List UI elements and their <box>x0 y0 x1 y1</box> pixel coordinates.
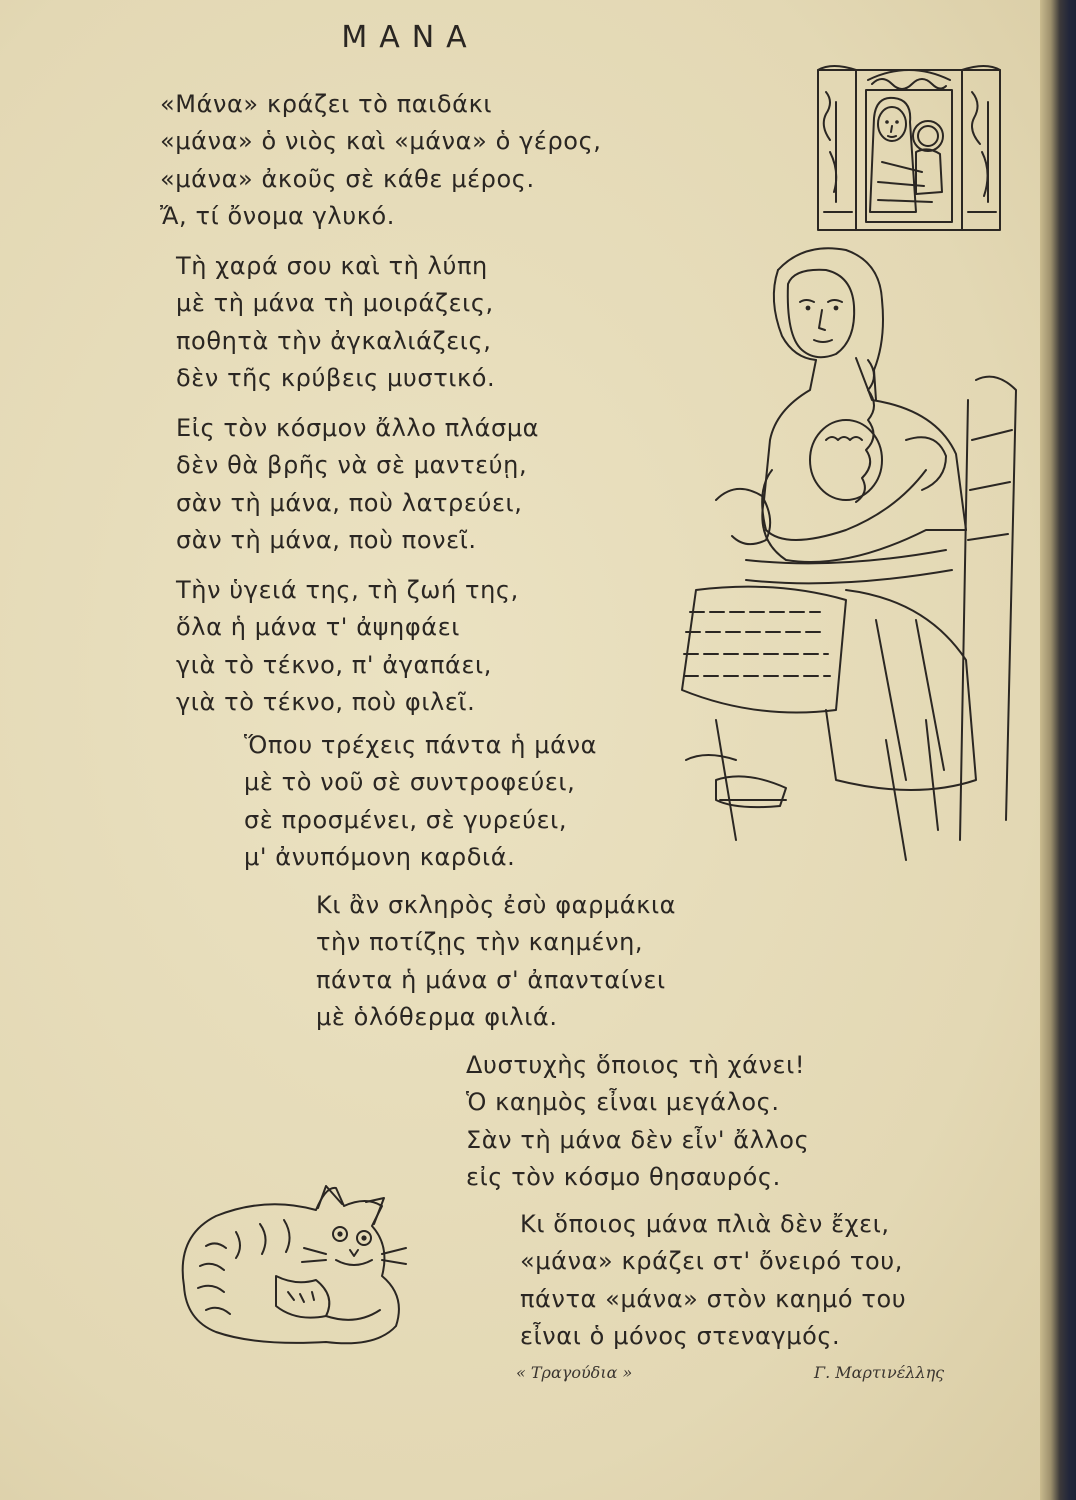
stanza-6 <box>316 887 676 1037</box>
stanza-line: πάντα ἡ μάνα σ' ἀπανταίνει <box>316 965 666 994</box>
stanza-line: πάντα «μάνα» στὸν καημό του <box>520 1284 907 1313</box>
stanza-line: ποθητὰ τὴν ἀγκαλιάζεις, <box>176 326 492 355</box>
stanza-line: «μάνα» κράζει στ' ὄνειρό του, <box>520 1247 903 1276</box>
stanza-line: γιὰ τὸ τέκνο, π' ἀγαπάει, <box>176 650 492 679</box>
stanza-line: «μάνα» ἀκοῦς σὲ κάθε μέρος. <box>160 164 535 193</box>
stanza-7 <box>466 1047 809 1197</box>
stanza-line: μ' ἀνυπόμονη καρδιά. <box>244 843 516 872</box>
stanza-2 <box>176 248 495 398</box>
stanza-line: γιὰ τὸ τέκνο, ποὺ φιλεῖ. <box>176 688 476 717</box>
stanza-line: Δυστυχὴς ὅποιος τὴ χάνει! <box>466 1051 806 1079</box>
author-name: Γ. Μαρτινέλλης <box>814 1363 945 1382</box>
stanza-line: σὰν τὴ μάνα, ποὺ πονεῖ. <box>176 526 477 555</box>
stanza-line: δὲν θὰ βρῆς νὰ σὲ μαντεύῃ, <box>176 451 528 480</box>
stanza-line: σὲ προσμένει, σὲ γυρεύει, <box>244 805 568 834</box>
stanza-line: δὲν τῆς κρύβεις μυστικό. <box>176 364 496 393</box>
book-binding <box>1040 0 1076 1500</box>
stanza-line: ὅλα ἡ μάνα τ' ἀψηφάει <box>176 613 461 642</box>
stanza-line: Κι ὅποιος μάνα πλιὰ δὲν ἔχει, <box>520 1210 890 1238</box>
stanza-line: μὲ ὁλόθερμα φιλιά. <box>316 1003 558 1032</box>
stanza-line: Τὴ χαρά σου καὶ τὴ λύπη <box>176 252 488 280</box>
stanza-line: σὰν τὴ μάνα, ποὺ λατρεύει, <box>176 488 523 517</box>
stanza-line: Ὁ καημὸς εἶναι μεγάλος. <box>466 1088 780 1117</box>
stanza-line: Σὰν τὴ μάνα δὲν εἶν' ἄλλος <box>466 1125 810 1154</box>
poem-title: ΜΑΝΑ <box>341 20 479 55</box>
stanza-8 <box>520 1206 906 1356</box>
stanza-line: Ἄ, τί ὄνομα γλυκό. <box>160 202 395 231</box>
stanza-line: τὴν ποτίζῃς τὴν καημένη, <box>316 928 644 957</box>
stanza-4 <box>176 572 519 722</box>
icon-triptych-illustration <box>812 62 1006 236</box>
stanza-line: μὲ τὴ μάνα τὴ μοιράζεις, <box>176 289 494 318</box>
source-citation: « Τραγούδια » <box>516 1363 633 1382</box>
stanza-line: «Μάνα» κράζει τὸ παιδάκι <box>160 90 493 118</box>
stanza-line: «μάνα» ὁ νιὸς καὶ «μάνα» ὁ γέρος, <box>160 127 602 156</box>
stanza-line: Τὴν ὑγειά της, τὴ ζωή της, <box>176 576 519 604</box>
stanza-line: Κι ἂν σκληρὸς ἐσὺ φαρμάκια <box>316 891 677 919</box>
stanza-line: μὲ τὸ νοῦ σὲ συντροφεύει, <box>244 768 576 797</box>
sleeping-cat-illustration <box>176 1176 416 1356</box>
stanza-line: εἶναι ὁ μόνος στεναγμός. <box>520 1322 841 1351</box>
stanza-1 <box>160 86 602 236</box>
mother-nursing-child-illustration <box>676 240 1032 870</box>
stanza-3 <box>176 410 539 560</box>
stanza-line: εἰς τὸν κόσμο θησαυρός. <box>466 1163 781 1192</box>
stanza-line: Ὅπου τρέχεις πάντα ἡ μάνα <box>244 731 597 759</box>
stanza-5 <box>244 727 597 877</box>
stanza-line: Εἰς τὸν κόσμον ἄλλο πλάσμα <box>176 414 540 442</box>
